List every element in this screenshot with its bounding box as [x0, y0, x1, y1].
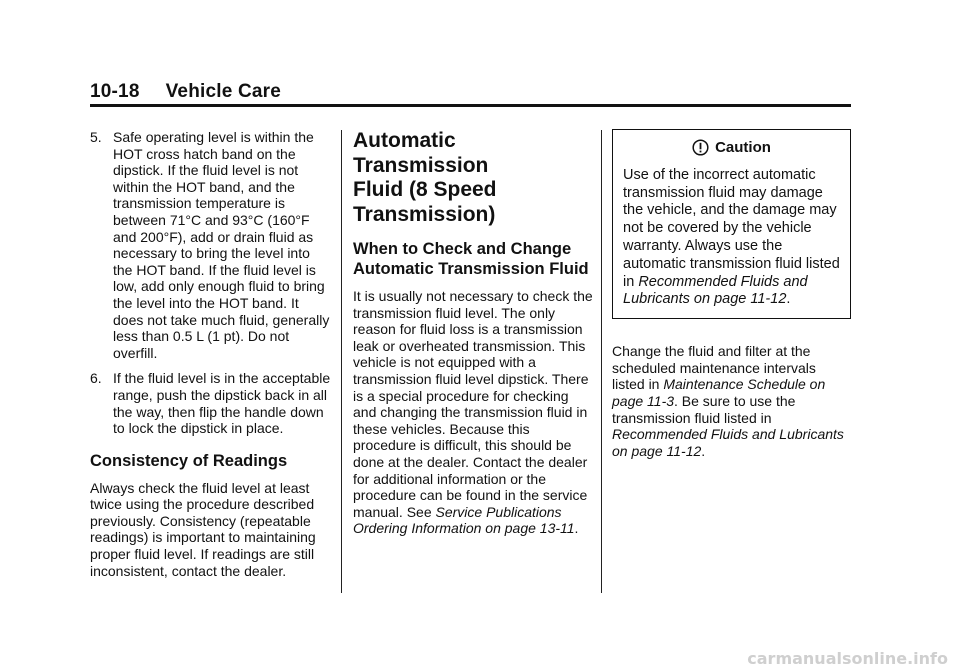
caution-box — [612, 129, 851, 319]
section-title: Vehicle Care — [165, 81, 282, 102]
middle-column — [353, 129, 593, 537]
cross-reference: Recommended Fluids and Lubricants on page 11-12 — [623, 273, 808, 308]
step-5-number: 5. — [90, 129, 102, 145]
caution-label: Caution — [715, 139, 771, 156]
section-heading-line: Automatic Transmission — [353, 129, 489, 177]
subheading-line: Automatic Transmission Fluid — [353, 259, 589, 278]
paragraph-text: It is usually not necessary to check the transmission fluid level. The only reason for fluid loss is a transmission leak or overheated transmission. This vehicle is not equipped with a transmission fluid level dipstick. There is a special procedure for checking and changing the transmission fluid in these vehicles. Because this procedure is difficult, this should be done at the dealer. Contact the dealer for additional information or the procedure can be found in the service manual. See — [353, 288, 593, 520]
cross-reference: Maintenance Schedule on page 11-3 — [612, 376, 826, 409]
paragraph-end: . — [574, 520, 579, 537]
right-column — [612, 129, 851, 459]
step-5 — [90, 129, 332, 361]
step-6-text: If the fluid level is in the acceptable range, push the dipstick back in all the way, then flip the handle down to lock the dipstick in place. — [113, 370, 331, 437]
section-heading — [353, 129, 593, 227]
caution-header — [623, 139, 840, 157]
caution-end: . — [786, 291, 791, 308]
subheading — [353, 240, 593, 279]
section-heading-line: Fluid (8 Speed — [353, 178, 497, 201]
watermark: carmanualsonline.info — [747, 649, 948, 668]
change-fluid-paragraph — [612, 343, 851, 459]
paragraph-end: . — [701, 442, 706, 459]
left-column — [90, 129, 332, 579]
caution-body: Use of the incorrect automatic transmission fluid may damage the vehicle, and the damage may not be covered by the vehicle warranty. Always use the automatic transmission fluid listed in — [623, 166, 840, 290]
header-rule — [90, 104, 851, 107]
caution-text — [623, 167, 840, 309]
page-number: 10-18 — [90, 81, 140, 102]
cross-reference: Recommended Fluids and Lubricants on page 11-12 — [612, 426, 844, 459]
step-5-text: Safe operating level is within the HOT cross hatch band on the dipstick. If the fluid level is not within the HOT band, and the transmission temperature is between 71°C and 93°C (160°F and 200°F), add or drain fluid as necessary to bring the level into the HOT band. If the fluid level is low, add only enough fluid to bring the level into the HOT band. It does not take much fluid, generally less than 0.5 L (1 pt). Do not overfill. — [113, 129, 330, 361]
warning-icon — [692, 139, 709, 156]
page-header — [90, 81, 281, 103]
column-divider-left — [341, 130, 342, 593]
check-fluid-paragraph — [353, 288, 593, 537]
consistency-heading: Consistency of Readings — [90, 451, 288, 470]
paragraph-text: Change the fluid and filter at the scheduled maintenance intervals listed in — [612, 343, 816, 393]
column-divider-right — [601, 130, 602, 593]
paragraph-text: . Be sure to use the transmission fluid listed in — [612, 392, 796, 426]
step-6-number: 6. — [90, 370, 102, 387]
subheading-line: When to Check and Change — [353, 240, 572, 258]
cross-reference: Service Publications Ordering Information on page 13-11 — [353, 503, 575, 537]
step-6 — [90, 370, 332, 436]
consistency-text: Always check the fluid level at least twice using the procedure described previously. Consistency (repeatable readings) is important to maintaining proper fluid level. If readings are still inconsistent, contact the dealer. — [90, 479, 316, 579]
section-heading-line: Transmission) — [353, 202, 496, 226]
